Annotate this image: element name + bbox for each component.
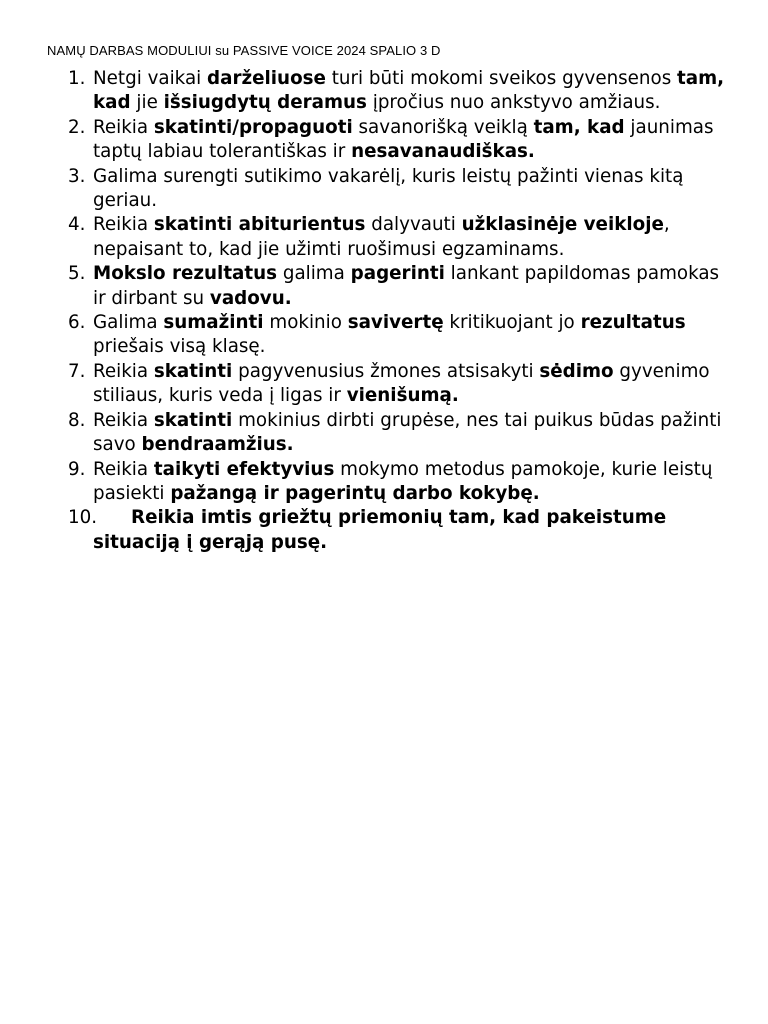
bold-phrase: nesavanaudiškas. — [351, 141, 535, 163]
list-item — [0, 116, 768, 165]
list-item — [0, 262, 768, 311]
item-number: 1. — [68, 68, 86, 89]
bold-phrase: vadovu. — [209, 287, 292, 309]
document-header: NAMŲ DARBAS MODULIUI su PASSIVE VOICE 2024 SPALIO 3 D — [47, 43, 441, 58]
list-item — [0, 458, 768, 507]
text-segment: Reikia — [93, 116, 154, 138]
text-segment: jaunimas taptų labiau tolerantiškas ir — [93, 116, 714, 163]
list-item — [0, 409, 768, 458]
item-number: 9. — [68, 458, 86, 480]
text-segment: įpročius nuo ankstyvo amžiaus. — [366, 92, 661, 114]
bold-phrase: Reikia imtis griežtų priemonių tam, kad pakeistume situaciją į gerąją pusę. — [93, 507, 667, 553]
list-item — [0, 165, 768, 214]
bold-phrase: pažangą ir pagerintų darbo kokybę. — [170, 482, 540, 504]
bold-phrase: rezultatus — [580, 312, 686, 334]
item-number: 4. — [68, 214, 86, 236]
bold-phrase: skatinti — [153, 409, 233, 431]
text-segment: Galima — [93, 312, 164, 334]
list-item — [0, 311, 768, 360]
text-segment: galima — [277, 263, 351, 285]
text-segment: priešais visą klasę. — [93, 336, 266, 358]
text-segment: dalyvauti — [365, 214, 462, 236]
text-segment: turi būti mokomi sveikos gyvensenos — [325, 68, 678, 89]
item-number: 8. — [68, 409, 86, 431]
text-segment: Reikia — [93, 214, 154, 236]
bold-phrase: skatinti/propaguoti — [153, 116, 353, 138]
bold-phrase: Mokslo rezultatus — [93, 263, 278, 285]
text-segment: lankant papildomas pamokas ir dirbant su — [93, 263, 720, 309]
item-number: 5. — [68, 263, 86, 285]
text-segment: kritikuojant jo — [443, 312, 581, 334]
sentence-list — [0, 67, 768, 555]
bold-phrase: užklasinėje veikloje — [461, 214, 664, 236]
bold-phrase: savivertę — [347, 312, 444, 334]
bold-phrase: bendraamžius. — [141, 434, 294, 456]
list-item — [0, 67, 768, 116]
bold-phrase: skatinti — [153, 360, 233, 382]
bold-phrase: sėdimo — [539, 360, 614, 382]
item-number: 3. — [68, 165, 86, 187]
list-item — [0, 506, 768, 555]
text-segment: jie — [130, 92, 164, 114]
bold-phrase: tam, kad — [93, 68, 725, 114]
bold-phrase: išsiugdytų deramus — [163, 92, 367, 114]
text-segment: Reikia — [93, 360, 154, 382]
bold-phrase: tam, kad — [533, 116, 625, 138]
bold-phrase: skatinti abiturientus — [153, 214, 366, 236]
item-number: 10. — [68, 507, 98, 529]
bold-phrase: taikyti efektyvius — [153, 458, 335, 480]
text-segment: Reikia — [93, 458, 154, 480]
list-item — [0, 360, 768, 409]
text-segment: pagyvenusius žmones atsisakyti — [232, 360, 540, 382]
text-segment: gyvenimo stiliaus, kuris veda į ligas ir — [93, 360, 710, 407]
text-segment: mokinius dirbti grupėse, nes tai puikus būdas pažinti savo — [93, 409, 722, 456]
item-number: 2. — [68, 116, 86, 138]
item-number: 7. — [68, 360, 86, 382]
text-segment: savanorišką veiklą — [352, 116, 534, 138]
bold-phrase: pagerinti — [350, 263, 445, 285]
bold-phrase: sumažinti — [163, 312, 264, 334]
text-segment: , nepaisant to, kad jie užimti ruošimusi egzaminams. — [93, 214, 670, 260]
text-segment: mokinio — [263, 312, 348, 334]
bold-phrase: darželiuose — [207, 68, 326, 89]
list-item — [0, 213, 768, 262]
item-number: 6. — [68, 312, 86, 334]
text-segment: mokymo metodus pamokoje, kurie leistų pasiekti — [93, 458, 713, 504]
text-segment: Reikia — [93, 409, 154, 431]
text-segment: Galima surengti sutikimo vakarėlį, kuris leistų pažinti vienas kitą geriau. — [93, 165, 684, 212]
bold-phrase: vienišumą. — [346, 385, 459, 407]
text-segment: Netgi vaikai — [93, 68, 208, 89]
